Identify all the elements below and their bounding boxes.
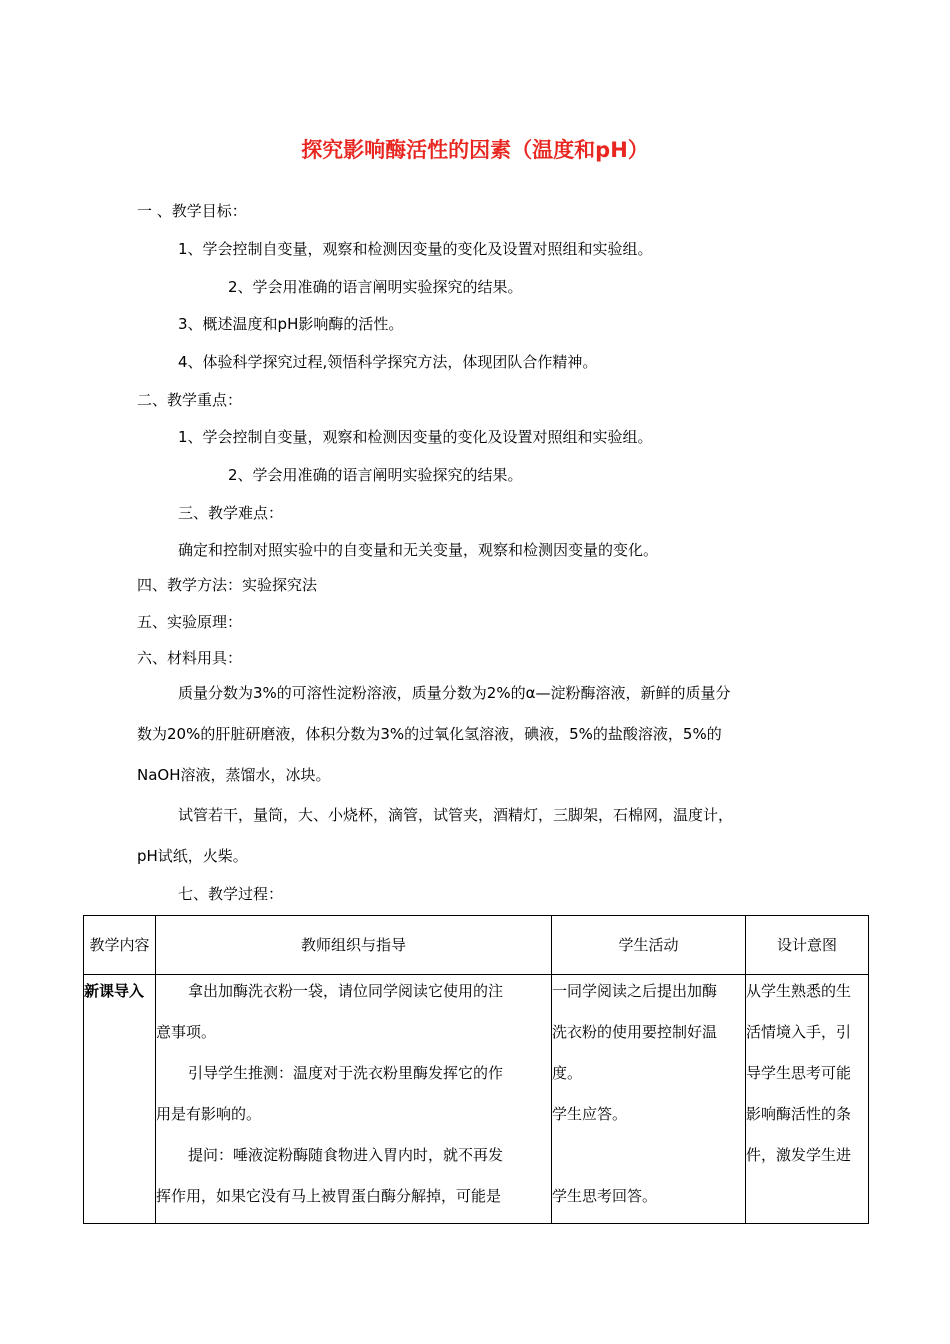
table-row — [84, 975, 869, 1224]
row-content-label: 新课导入 — [84, 975, 156, 1224]
intent-line: 件，激发学生进 — [746, 1146, 852, 1164]
table-header-row — [84, 916, 869, 975]
teacher-line: 用是有影响的。 — [156, 1105, 262, 1123]
teacher-line: 挥作用，如果它没有马上被胃蛋白酶分解掉，可能是 — [156, 1187, 502, 1205]
row-teacher-cell — [156, 975, 552, 1224]
key-point-2: 2、学会用准确的语言阐明实验探究的结果。 — [228, 466, 523, 484]
intent-line: 从学生熟悉的生 — [746, 982, 852, 1000]
student-line: 度。 — [552, 1064, 583, 1082]
objective-3: 3、概述温度和pH影响酶的活性。 — [178, 315, 404, 333]
key-point-1: 1、学会控制自变量，观察和检测因变量的变化及设置对照组和实验组。 — [178, 428, 653, 446]
section-heading-key-points: 二、教学重点： — [137, 391, 243, 409]
section-heading-difficulties: 三、教学难点： — [178, 504, 284, 522]
teacher-line: 引导学生推测：温度对于洗衣粉里酶发挥它的作 — [188, 1064, 504, 1082]
intent-line: 导学生思考可能 — [746, 1064, 852, 1082]
difficulty-text: 确定和控制对照实验中的自变量和无关变量，观察和检测因变量的变化。 — [178, 541, 659, 559]
student-line: 学生思考回答。 — [552, 1187, 658, 1205]
materials-line-1: 质量分数为3%的可溶性淀粉溶液，质量分数为2%的α—淀粉酶溶液，新鲜的质量分 — [178, 684, 731, 702]
student-line: 洗衣粉的使用要控制好温 — [552, 1023, 718, 1041]
teaching-process-table — [83, 915, 869, 1224]
student-line: 一同学阅读之后提出加酶 — [552, 982, 718, 1000]
materials-line-4: 试管若干，量筒，大、小烧杯，滴管，试管夹，酒精灯，三脚架，石棉网，温度计， — [178, 806, 734, 824]
teacher-line: 意事项。 — [156, 1023, 217, 1041]
materials-line-5: pH试纸，火柴。 — [137, 847, 248, 865]
header-intent: 设计意图 — [746, 916, 869, 975]
header-content: 教学内容 — [84, 916, 156, 975]
section-heading-principle: 五、实验原理： — [137, 613, 243, 631]
section-heading-materials: 六、材料用具： — [137, 649, 243, 667]
objective-4: 4、体验科学探究过程,领悟科学探究方法，体现团队合作精神。 — [178, 353, 598, 371]
intent-line: 活情境入手，引 — [746, 1023, 852, 1041]
objective-2: 2、学会用准确的语言阐明实验探究的结果。 — [228, 278, 523, 296]
student-line: 学生应答。 — [552, 1105, 628, 1123]
intent-line: 影响酶活性的条 — [746, 1105, 852, 1123]
section-heading-method: 四、教学方法：实验探究法 — [137, 576, 318, 594]
page-title: 探究影响酶活性的因素（温度和pH） — [301, 138, 649, 162]
section-heading-process: 七、教学过程： — [178, 885, 284, 903]
section-heading-objectives: 一 、教学目标： — [137, 202, 247, 220]
row-student-cell — [552, 975, 746, 1224]
row-intent-cell — [746, 975, 869, 1224]
materials-line-2: 数为20%的肝脏研磨液，体积分数为3%的过氧化氢溶液，碘液，5%的盐酸溶液，5%的 — [137, 725, 722, 743]
objective-1: 1、学会控制自变量，观察和检测因变量的变化及设置对照组和实验组。 — [178, 240, 653, 258]
teacher-line: 拿出加酶洗衣粉一袋，请位同学阅读它使用的注 — [188, 982, 504, 1000]
header-student: 学生活动 — [552, 916, 746, 975]
teacher-line: 提问：唾液淀粉酶随食物进入胃内时，就不再发 — [188, 1146, 504, 1164]
materials-line-3: NaOH溶液，蒸馏水，冰块。 — [137, 766, 331, 784]
header-teacher: 教师组织与指导 — [156, 916, 552, 975]
